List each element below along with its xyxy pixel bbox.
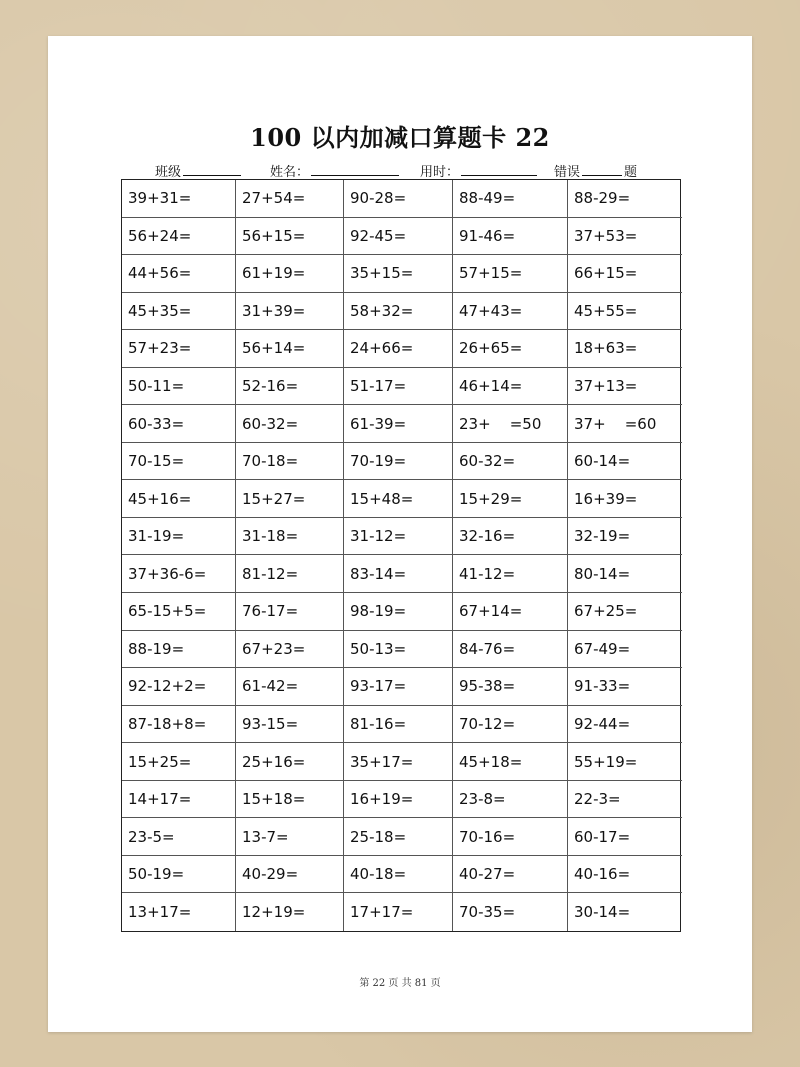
- problem-cell: 50-13=: [344, 631, 453, 669]
- problem-cell: 32-16=: [453, 518, 568, 556]
- time-blank-line: [461, 163, 537, 176]
- problem-cell: 40-27=: [453, 856, 568, 894]
- problem-cell: 61-42=: [236, 668, 344, 706]
- problem-cell: 47+43=: [453, 293, 568, 331]
- problem-cell: 15+18=: [236, 781, 344, 819]
- problem-cell: 81-16=: [344, 706, 453, 744]
- problem-cell: 15+27=: [236, 480, 344, 518]
- problem-cell: 31-19=: [122, 518, 236, 556]
- name-field: [270, 161, 399, 180]
- problem-cell: 70-12=: [453, 706, 568, 744]
- time-label: 用时：: [420, 165, 460, 180]
- problem-cell: 40-16=: [568, 856, 682, 894]
- problem-grid: [121, 179, 681, 932]
- problem-cell: 32-19=: [568, 518, 682, 556]
- problem-cell: 60-17=: [568, 818, 682, 856]
- name-label: 姓名：: [270, 165, 310, 180]
- problem-cell: 35+15=: [344, 255, 453, 293]
- problem-cell: 98-19=: [344, 593, 453, 631]
- worksheet-page: [48, 36, 752, 1032]
- problem-cell: 25-18=: [344, 818, 453, 856]
- problem-cell: 45+55=: [568, 293, 682, 331]
- problem-cell: 45+18=: [453, 743, 568, 781]
- problem-cell: 15+25=: [122, 743, 236, 781]
- problem-cell: 22-3=: [568, 781, 682, 819]
- errors-label: 错误: [554, 165, 581, 180]
- problem-cell: 61-39=: [344, 405, 453, 443]
- problem-cell: 41-12=: [453, 555, 568, 593]
- problem-cell: 37+53=: [568, 218, 682, 256]
- problem-cell: 37+ =60: [568, 405, 682, 443]
- class-blank-line: [183, 163, 241, 176]
- problem-cell: 45+16=: [122, 480, 236, 518]
- problem-cell: 93-17=: [344, 668, 453, 706]
- problem-cell: 67-49=: [568, 631, 682, 669]
- problem-cell: 50-11=: [122, 368, 236, 406]
- time-field: [420, 161, 537, 180]
- problem-cell: 14+17=: [122, 781, 236, 819]
- problem-cell: 55+19=: [568, 743, 682, 781]
- problem-cell: 23-8=: [453, 781, 568, 819]
- problem-cell: 70-16=: [453, 818, 568, 856]
- problem-cell: 70-18=: [236, 443, 344, 481]
- problem-cell: 57+15=: [453, 255, 568, 293]
- errors-suffix: 题: [624, 165, 638, 180]
- problem-cell: 44+56=: [122, 255, 236, 293]
- problem-cell: 31-12=: [344, 518, 453, 556]
- problem-cell: 37+13=: [568, 368, 682, 406]
- problem-cell: 88-29=: [568, 180, 682, 218]
- name-blank-line: [311, 163, 399, 176]
- problem-cell: 60-32=: [453, 443, 568, 481]
- problem-cell: 58+32=: [344, 293, 453, 331]
- problem-cell: 40-29=: [236, 856, 344, 894]
- problem-cell: 56+15=: [236, 218, 344, 256]
- problem-cell: 60-33=: [122, 405, 236, 443]
- problem-cell: 26+65=: [453, 330, 568, 368]
- problem-cell: 60-32=: [236, 405, 344, 443]
- problem-cell: 88-49=: [453, 180, 568, 218]
- problem-cell: 67+23=: [236, 631, 344, 669]
- problem-cell: 56+24=: [122, 218, 236, 256]
- problem-cell: 18+63=: [568, 330, 682, 368]
- class-field: [155, 161, 241, 180]
- problem-cell: 88-19=: [122, 631, 236, 669]
- worksheet-title: 100 以内加减口算题卡 22: [250, 123, 550, 152]
- problem-cell: 67+25=: [568, 593, 682, 631]
- problem-cell: 31-18=: [236, 518, 344, 556]
- problem-cell: 65-15+5=: [122, 593, 236, 631]
- problem-cell: 92-12+2=: [122, 668, 236, 706]
- problem-cell: 17+17=: [344, 893, 453, 931]
- problem-cell: 92-44=: [568, 706, 682, 744]
- problem-cell: 30-14=: [574, 903, 631, 922]
- problem-cell: 46+14=: [453, 368, 568, 406]
- page-footer: 第 22 页 共 81 页: [359, 978, 441, 989]
- problem-cell: 56+14=: [236, 330, 344, 368]
- problem-cell: 76-17=: [236, 593, 344, 631]
- problem-cell: 66+15=: [568, 255, 682, 293]
- problem-cell: 25+16=: [236, 743, 344, 781]
- problem-cell: 24+66=: [344, 330, 453, 368]
- problem-cell: 50-19=: [122, 856, 236, 894]
- problem-cell: 15+48=: [344, 480, 453, 518]
- problem-cell: 61+19=: [236, 255, 344, 293]
- problem-cell: 37+36-6=: [122, 555, 236, 593]
- problem-cell: 15+29=: [453, 480, 568, 518]
- problem-cell: 90-28=: [344, 180, 453, 218]
- problem-cell: 84-76=: [453, 631, 568, 669]
- problem-cell: 57+23=: [122, 330, 236, 368]
- problem-cell: 95-38=: [453, 668, 568, 706]
- problem-cell: 31+39=: [236, 293, 344, 331]
- errors-field: [554, 161, 637, 180]
- problem-cell: 70-35=: [453, 893, 568, 931]
- problem-cell: 81-12=: [236, 555, 344, 593]
- problem-cell: 60-14=: [568, 443, 682, 481]
- problem-cell: 23+ =50: [453, 405, 568, 443]
- problem-cell: 13-7=: [236, 818, 344, 856]
- problem-cell: 91-33=: [568, 668, 682, 706]
- problem-cell: 91-46=: [453, 218, 568, 256]
- problem-cell: 92-45=: [344, 218, 453, 256]
- problem-cell: 40-18=: [344, 856, 453, 894]
- problem-cell: 83-14=: [344, 555, 453, 593]
- problem-cell: 39+31=: [122, 180, 236, 218]
- class-label: 班级: [155, 165, 182, 180]
- problem-cell: 16+39=: [568, 480, 682, 518]
- problem-cell: 45+35=: [122, 293, 236, 331]
- problem-cell: 13+17=: [122, 893, 236, 931]
- errors-blank-line: [582, 163, 622, 176]
- problem-cell: 70-15=: [122, 443, 236, 481]
- problem-cell: 23-5=: [122, 818, 236, 856]
- problem-cell: 51-17=: [344, 368, 453, 406]
- problem-cell: 12+19=: [236, 893, 344, 931]
- problem-cell: 35+17=: [344, 743, 453, 781]
- problem-cell: 67+14=: [453, 593, 568, 631]
- problem-cell: 52-16=: [236, 368, 344, 406]
- student-info-row: [48, 161, 752, 181]
- problem-cell: 80-14=: [568, 555, 682, 593]
- problem-cell: 27+54=: [236, 180, 344, 218]
- problem-cell: 87-18+8=: [122, 706, 236, 744]
- problem-cell: 70-19=: [344, 443, 453, 481]
- problem-cell: 93-15=: [236, 706, 344, 744]
- problem-cell: 16+19=: [344, 781, 453, 819]
